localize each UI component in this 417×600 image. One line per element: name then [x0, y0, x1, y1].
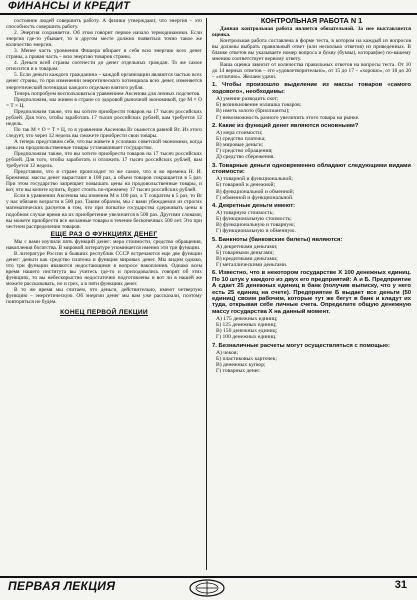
answer-option: В) иметь золото (бриллианты);	[216, 108, 290, 115]
paragraph: 5. Если деньги каждого гражданина – каждой организации являются частью всех денег страны, то при изменении энергетического потенциала всех денег, изменяется энергетический потенциал каждого отдельно взятого рубля.	[6, 72, 202, 91]
answer-option: Б) пластиковых карточек;	[216, 356, 277, 362]
paragraph: В литературе России и бывших республик СССР встречаются еще две функции денег: деньги как средство платежа и функция мировых денег. Мы видим однако, что три функции являются недостающими в вопросе накопления. Однако всем время нашего института вы учитесь где-то и приходовались говорят об этих функциях, то вы небескорыстно недостаточно подготовлены и вот ли в нашей же можете рассказывать, но и грех, а в пяти функциях денег.	[6, 250, 202, 288]
answer-option: Г) функциональную и обменную.	[216, 228, 296, 235]
answer-option: Б) функциональную стоимость;	[216, 216, 292, 223]
paragraph: По так М × О = Т × Ц, то в уравнении Аксенова Вr окажется равной Вт. Из этого следует, что через 12 недель вы сможете приобрести свои товары.	[6, 126, 202, 139]
answer-option: В) кредитными деньгами;	[216, 256, 278, 263]
question-text: 7. Безналичные расчеты могут осуществляться с помощью:	[212, 342, 390, 349]
paragraph: Теперь попробуем воспользоваться уравнением Аксенова для личных подсчетов.	[14, 90, 201, 97]
question-text: 4. Декретные деньги имеют:	[212, 202, 296, 209]
paragraph: Мы с вами изучили пять функций денег: мера стоимости, средство обращения, накопления богатства. В мировой литературе упоминается именно эти три функции.	[6, 238, 202, 251]
question-item	[212, 343, 411, 375]
answer-option: А) умение разводить скот;	[216, 96, 279, 103]
paragraph: состояние людей совершить работу. А физики утверждают, что энергия – это способность совершить работу.	[6, 18, 202, 31]
paragraph: А теперь представим себе, что вы живете в условиях советской экономики, когда цены на продовольственные товары устанавливает государство.	[6, 138, 202, 151]
question-text: 5. Банкноты (банковские билеты) являются:	[212, 236, 343, 243]
paragraph: Если в уравнении Аксенова мы изменим М в 100 раз, а Т сократим в 5 раз, то Вr у нас обязано возрасти в 500 раз. Таким образом, мы с вами убеждаемся из строгих математических расчетов в том, что при попытке государства сдерживать цены в подобном случае время на их приобретение увеличится в 500 раз. Другими словами, вы можете приобрести все желанные товары в течение бесконечных 500 лет. Это при честном распределении товаров.	[6, 193, 202, 230]
publisher-logo-icon	[187, 578, 227, 598]
answer-option: В) функциональной и обменной;	[216, 188, 295, 195]
answer-option: А) товарной и функциональной;	[216, 176, 293, 183]
paragraph: Предположим, мы живем в стране со здоровой рыночной экономикой, где М × О = Т × Ц.	[6, 96, 202, 109]
intro-paragraph: Контрольная работа составлена в форме теста, в котором на каждый из вопросов вы должны выбрать правильный ответ (или несколько ответов) из приведенных. В бланке ответов вы указываете номер вопроса и букву (буквы), которая(ие) по-вашему мнению соответствует верному ответу.	[212, 38, 411, 63]
question-item	[212, 82, 411, 120]
question-text: 6. Известно, что в некотором государстве Х 100 денежных единиц. По 10 штук у каждого из двух его предприятий: А и Б. Предприятие А сдает 25 денежных единиц в банк (получив выписку, что у него есть 25 единиц на счете). Предприятие Б выдает все деньги (50 единиц) своим рабочим, которые тут же бегут в банк и кладут их туда, открывая себе личные счета. Определите общую денежную массу государства Х на данный момент.	[212, 270, 411, 315]
answer-option: Б) товарной и денежной;	[216, 182, 276, 189]
page-number: 31	[394, 579, 407, 591]
intro-paragraph: Ваша оценка зависит от количества правильных ответов на вопросы теста. От 10 до 14 верных ответов – это «удовлетворительно», от 15 до 17 – «хорошо», от 18 до 20 – «отлично». Желаем удачи.	[212, 62, 411, 81]
question-item	[212, 237, 411, 269]
left-column	[6, 18, 202, 317]
answer-option: В) функциональную и товарную;	[216, 222, 295, 229]
answer-option: А) чеков;	[216, 349, 239, 356]
answer-option: Б) товарными деньгами;	[216, 250, 274, 256]
running-header	[0, 0, 417, 14]
answer-option: Г) 100 денежных единиц.	[216, 334, 277, 341]
footer-title: ПЕРВАЯ ЛЕКЦИЯ	[8, 579, 116, 593]
section-title: ЕЩЕ РАЗ О ФУНКЦИЯХ ДЕНЕГ	[50, 230, 158, 238]
question-text: 2. Какие из функций денег являются основными?	[212, 122, 359, 129]
answer-option: Д) средство сбережения.	[216, 154, 275, 161]
question-item	[212, 270, 411, 340]
header-title: ФИНАНСЫ И КРЕДИТ	[8, 0, 131, 12]
answer-option: В) денежных купюр;	[216, 362, 266, 369]
lecture-text-bottom	[6, 239, 202, 306]
paragraph: Предположим также, что вы хотите приобрести товаров на 17 тысяч российских рублей. Для того, чтобы заработать и отложить 17 тысяч российских рублей, вам требуется 12 недель.	[6, 151, 202, 170]
paragraph: Представим, что в стране происходит то же самое, что и во времена Н. И. Брежнева: массы денег вырастают в 100 раз, а объем товаров сокращается в 5 раз. При этом государство запрещает повышать цены на продовольственные товары, и вот, что вы копите купить, будет стоить по-прежнему 17 тысяч российских рублей.	[6, 169, 202, 194]
lecture-text-top	[6, 18, 202, 230]
column-divider	[206, 18, 207, 570]
paragraph: Предположим также, что вы хотите приобрести товаров на 17 тысяч российских рублей. Для того, чтобы заработать 17 тысяч российских рублей, вам требуется 12 недель.	[6, 108, 202, 127]
answer-option: А) декретными деньгами;	[216, 243, 278, 250]
test-intro-bold: Данная контрольная работа является обязательной. За нее выставляется оценка.	[212, 26, 411, 39]
question-item	[212, 163, 411, 201]
answer-option: Г) товарных денег.	[216, 368, 261, 375]
lecture-end-title: КОНЕЦ ПЕРВОЙ ЛЕКЦИИ	[60, 309, 148, 317]
answer-option: Г) обменной и функциональной.	[216, 194, 294, 201]
paragraph: 4. Деньги всей страны соотнести до денег отдельных граждан. То же самое относится и к товарам.	[6, 60, 202, 73]
question-item	[212, 123, 411, 161]
answer-option: А) 175 денежных единиц;	[216, 316, 278, 323]
test-title: КОНТРОЛЬНАЯ РАБОТА N 1	[260, 16, 363, 25]
question-list	[212, 82, 411, 374]
answer-option: Б) возникновение излишка товаров;	[216, 102, 302, 109]
answer-option: А) товарную стоимость;	[216, 210, 274, 217]
question-text: 3. Товарные деньги одновременно обладают следующими видами стоимости:	[212, 162, 411, 175]
answer-option: Г) металлическими деньгами.	[216, 262, 288, 269]
answer-option: В) мировые деньги;	[216, 142, 264, 149]
question-text: 1. Чтобы произошло выделение из массы товаров «самого ходового», необходимы:	[212, 82, 411, 95]
test-intro-paragraphs	[212, 38, 411, 80]
paragraph: 2. Энергия сохраняется. Об этом говорит первое начало термодинамики. Если энергия где-то убывает, то в другом месте должно появиться точно такое же количество энергии.	[6, 30, 202, 49]
running-footer	[0, 574, 417, 600]
answer-option: Г) средство обращения;	[216, 148, 273, 155]
question-item	[212, 203, 411, 235]
answer-option: Б) 125 денежных единиц;	[216, 322, 277, 329]
answer-option: А) мера стоимости;	[216, 130, 263, 137]
right-column	[212, 18, 411, 374]
answer-option: Б) средство платежа;	[216, 136, 266, 143]
paragraph: 3. Менее часть уровнения Фишера вбирает в себя всю энергию всех денег страны, а правая часть – всю энергию товаров страны.	[6, 48, 202, 61]
test-intro	[212, 26, 411, 80]
header-rule	[0, 13, 417, 15]
answer-option: В) 150 денежных единиц;	[216, 328, 278, 335]
paragraph: В то же время мы считаем, что деньги, действительно, имеют четвертую функцию – энергетическую. Об энергии денег мы вам уже рассказали, поэтому повторяться не будем.	[6, 287, 202, 306]
answer-option: Г) невозможность разного увеличить этого товара на рынке.	[216, 114, 360, 121]
